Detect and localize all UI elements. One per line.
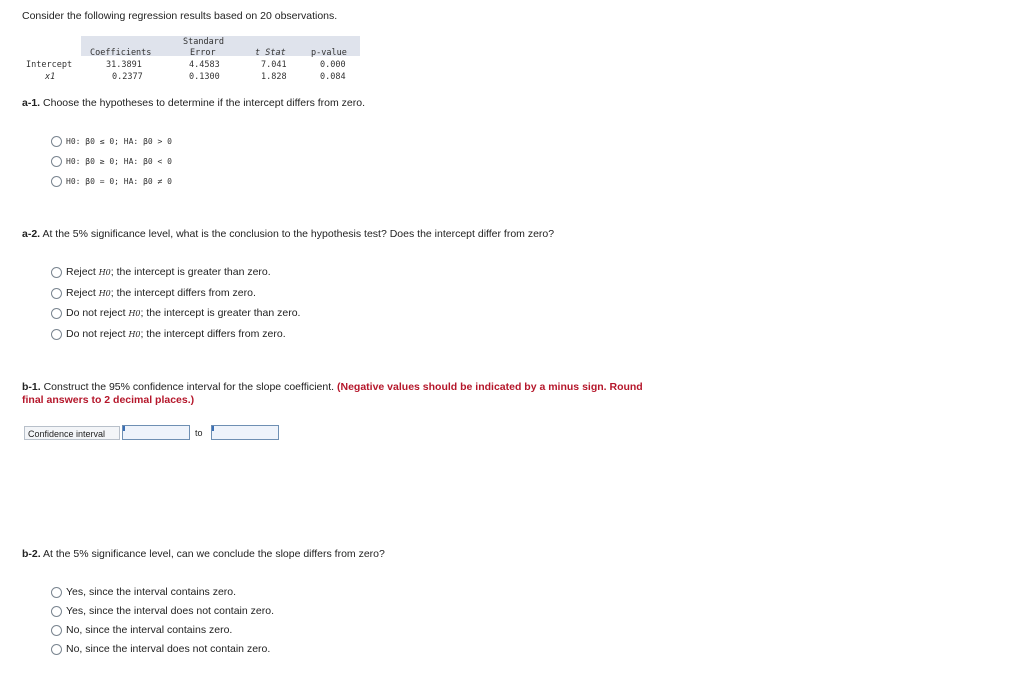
radio-button[interactable]	[51, 288, 62, 299]
a2-option-3[interactable]	[51, 306, 300, 320]
radio-button[interactable]	[51, 176, 62, 187]
cell-x1-p: 0.084	[320, 72, 346, 82]
option-text-post: ; the intercept is greater than zero.	[140, 307, 301, 319]
question-a1	[22, 97, 365, 109]
question-b1-instruction-2: final answers to 2 decimal places.)	[22, 394, 195, 406]
a2-option-2[interactable]	[51, 286, 256, 300]
header-standard: Standard	[183, 37, 224, 47]
a2-option-4-text	[66, 328, 286, 340]
header-coefficients: Coefficients	[90, 48, 152, 58]
radio-button[interactable]	[51, 587, 62, 598]
question-b1-instruction-1: (Negative values should be indicated by a minus sign. Round	[337, 381, 643, 393]
question-a2-text: At the 5% significance level, what is the conclusion to the hypothesis test? Does the intercept differ from zero?	[42, 228, 555, 240]
header-p-value: p-value	[311, 48, 347, 58]
option-text-pre: Reject	[66, 266, 99, 278]
radio-button[interactable]	[51, 267, 62, 278]
question-b1-text: Construct the 95% confidence interval for the slope coefficient.	[43, 381, 335, 393]
h0-symbol: H0	[128, 330, 141, 339]
question-b1-number: b-1.	[22, 381, 41, 393]
a1-option-3-text: H0: β0 = 0; HA: β0 ≠ 0	[66, 176, 172, 186]
option-text-pre: Reject	[66, 287, 99, 299]
b2-option-2-text: Yes, since the interval does not contain zero.	[66, 605, 274, 617]
regression-table	[0, 0, 1024, 90]
cell-x1-t: 1.828	[261, 72, 287, 82]
h0-symbol: H0	[98, 268, 111, 277]
cell-intercept-t: 7.041	[261, 60, 287, 70]
radio-button[interactable]	[51, 644, 62, 655]
a2-option-2-text	[66, 287, 256, 299]
a1-option-2[interactable]	[51, 154, 172, 168]
b2-option-1-text: Yes, since the interval contains zero.	[66, 586, 237, 598]
question-a2-number: a-2.	[22, 228, 41, 240]
row-label-x1: x1	[45, 72, 56, 82]
b2-option-4-text: No, since the interval does not contain zero.	[66, 643, 271, 655]
question-b2-number: b-2.	[22, 548, 41, 560]
b2-option-2[interactable]	[51, 604, 274, 618]
a1-option-1[interactable]	[51, 134, 172, 148]
option-text-pre: Do not reject	[66, 307, 129, 319]
question-b1	[22, 381, 722, 407]
b2-option-4[interactable]	[51, 642, 270, 656]
ci-to-label: to	[195, 428, 203, 438]
question-a2	[22, 228, 554, 240]
question-a1-number: a-1.	[22, 97, 41, 109]
cell-intercept-coef: 31.3891	[106, 60, 142, 70]
question-a1-text: Choose the hypotheses to determine if the intercept differs from zero.	[43, 97, 365, 109]
radio-button[interactable]	[51, 329, 62, 340]
cell-intercept-p: 0.000	[320, 60, 346, 70]
question-b2-text: At the 5% significance level, can we conclude the slope differs from zero?	[43, 548, 385, 560]
h0-symbol: H0	[128, 309, 141, 318]
option-text-post: ; the intercept is greater than zero.	[110, 266, 271, 278]
option-text-post: ; the intercept differs from zero.	[140, 328, 286, 340]
confidence-interval-label: Confidence interval	[24, 426, 120, 440]
b2-option-3[interactable]	[51, 623, 232, 637]
h0-symbol: H0	[98, 289, 111, 298]
radio-button[interactable]	[51, 156, 62, 167]
problem-intro: Consider the following regression results based on 20 observations.	[22, 10, 338, 22]
a2-option-1-text	[66, 266, 271, 278]
question-b2	[22, 548, 385, 560]
ci-lower-input[interactable]	[122, 425, 190, 440]
ci-upper-input[interactable]	[211, 425, 279, 440]
a1-option-2-text: H0: β0 ≥ 0; HA: β0 < 0	[66, 156, 172, 166]
a1-option-3[interactable]	[51, 174, 172, 188]
cell-x1-coef: 0.2377	[112, 72, 143, 82]
b2-option-3-text: No, since the interval contains zero.	[66, 624, 233, 636]
option-text-pre: Do not reject	[66, 328, 129, 340]
cell-intercept-se: 4.4583	[189, 60, 220, 70]
radio-button[interactable]	[51, 606, 62, 617]
a2-option-3-text	[66, 307, 300, 319]
radio-button[interactable]	[51, 308, 62, 319]
a1-option-1-text: H0: β0 ≤ 0; HA: β0 > 0	[66, 136, 172, 146]
header-error: Error	[190, 48, 216, 58]
header-t-stat: t Stat	[255, 48, 286, 58]
a2-option-1[interactable]	[51, 265, 271, 279]
a2-option-4[interactable]	[51, 327, 286, 341]
radio-button[interactable]	[51, 136, 62, 147]
radio-button[interactable]	[51, 625, 62, 636]
row-label-intercept: Intercept	[26, 60, 73, 70]
cell-x1-se: 0.1300	[189, 72, 220, 82]
b2-option-1[interactable]	[51, 585, 236, 599]
option-text-post: ; the intercept differs from zero.	[110, 287, 256, 299]
